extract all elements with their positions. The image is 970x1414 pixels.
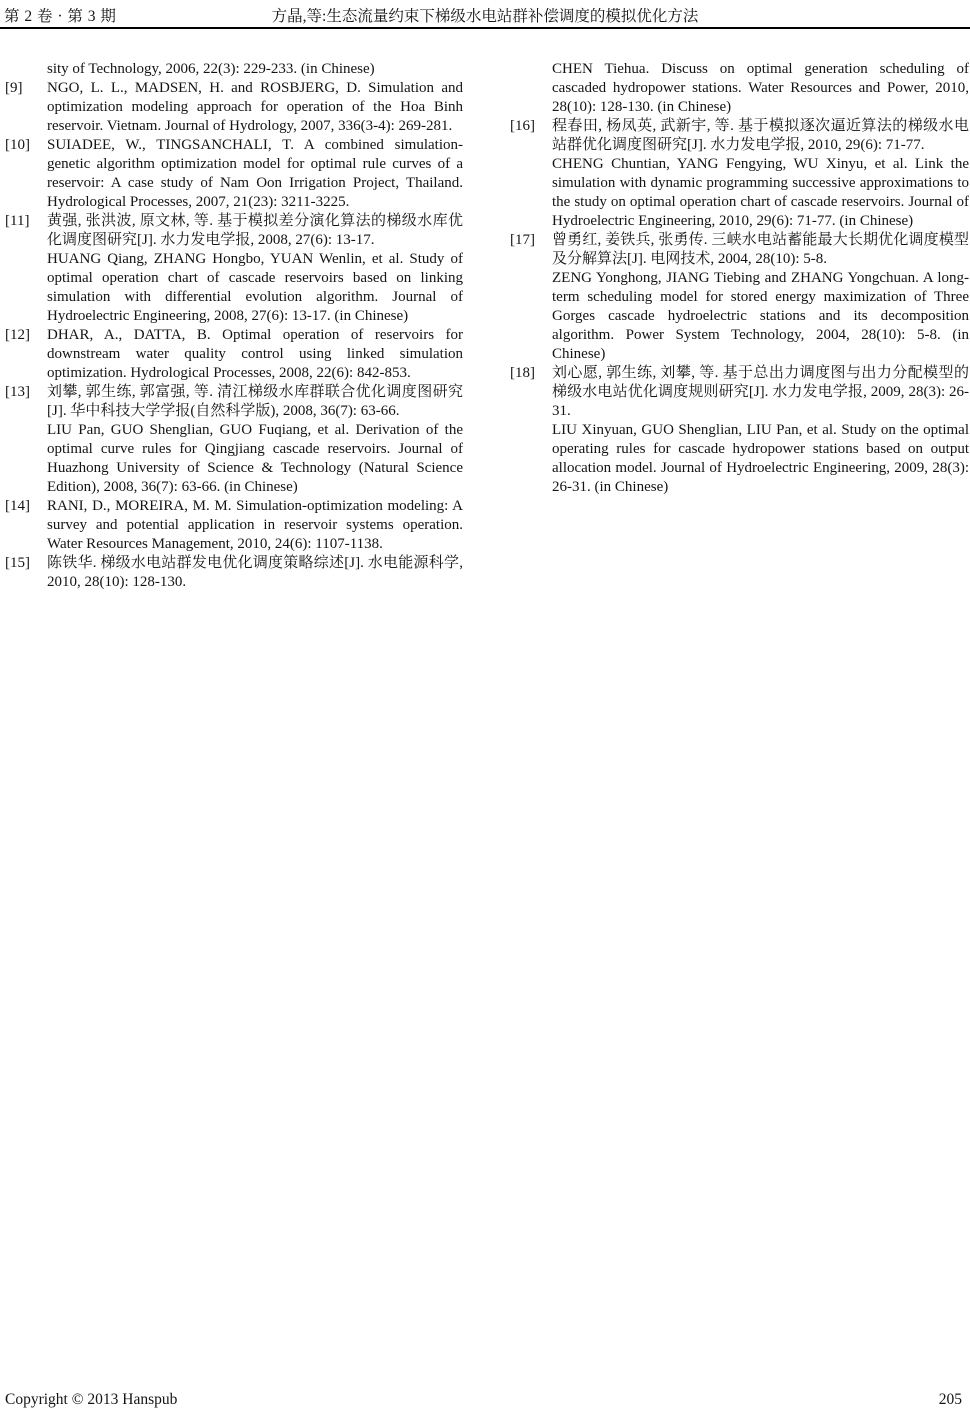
reference-item-15-continuation [510,60,969,117]
reference-item-16 [510,117,969,231]
page-footer [5,1391,962,1409]
reference-text-zh: 曾勇红, 姜铁兵, 张勇传. 三峡水电站蓄能最大长期优化调度模型及分解算法[J]. 电网技术, 2004, 28(10): 5-8. [552,232,969,267]
reference-number: [9] [5,80,23,96]
reference-text: RANI, D., MOREIRA, M. M. Simulation-optimization modeling: A survey and potential application in reservoir systems operation. Water Resources Management, 2010, 24(6): 1107-1138. [47,498,463,552]
reference-item-14 [5,497,463,554]
reference-text-zh: 刘攀, 郭生练, 郭富强, 等. 清江梯级水库群联合优化调度图研究[J]. 华中科技大学学报(自然科学版), 2008, 36(7): 63-66. [47,384,463,419]
reference-number: [14] [5,498,30,514]
reference-item-17 [510,231,969,364]
references-column-left [5,60,463,592]
reference-item-8-continuation [5,60,463,79]
references-column-right [510,60,969,592]
reference-text-en: HUANG Qiang, ZHANG Hongbo, YUAN Wenlin, et al. Study of optimal operation chart of cascade reservoirs based on linking simulation with differential evolution algorithm. Journal of Hydroelectric Engineering, 2008, 27(6): 13-17. (in Chinese) [47,251,463,324]
reference-number: [17] [510,232,535,248]
reference-text-zh: 陈铁华. 梯级水电站群发电优化调度策略综述[J]. 水电能源科学, 2010, 28(10): 128-130. [47,555,463,590]
reference-text-en: ZENG Yonghong, JIANG Tiebing and ZHANG Yongchuan. A long-term scheduling model for stored energy maximization of Three Gorges cascade hydroelectric stations and its decomposition algorithm. Power System Technology, 2004, 28(10): 5-8. (in Chinese) [552,270,969,362]
reference-text-en: LIU Pan, GUO Shenglian, GUO Fuqiang, et al. Derivation of the optimal curve rules for Qingjiang cascade reservoirs. Journal of Huazhong University of Science & Technology (Natural Science Edition), 2008, 36(7): 63-66. (in Chinese) [47,422,463,495]
reference-number: [12] [5,327,30,343]
journal-issue-label: 第 2 卷 · 第 3 期 [4,8,117,25]
copyright-text: Copyright © 2013 Hanspub [5,1391,178,1408]
reference-item-10 [5,136,463,212]
references-columns [5,60,969,592]
reference-number: [11] [5,213,30,229]
header-rule [0,27,970,29]
reference-text-zh: 黄强, 张洪波, 原文林, 等. 基于模拟差分演化算法的梯级水库优化调度图研究[J]. 水力发电学报, 2008, 27(6): 13-17. [47,213,463,248]
reference-number: [15] [5,555,30,571]
reference-number [510,60,552,117]
reference-item-18 [510,364,969,497]
reference-text-zh: 程春田, 杨凤英, 武新宇, 等. 基于模拟逐次逼近算法的梯级水电站群优化调度图研究[J]. 水力发电学报, 2010, 29(6): 71-77. [552,118,969,153]
reference-item-9 [5,79,463,136]
reference-item-11 [5,212,463,326]
reference-number: [13] [5,384,30,400]
reference-text-en: CHENG Chuntian, YANG Fengying, WU Xinyu, et al. Link the simulation with dynamic programming successive approximations to the study on optimal operation chart of cascade reservoirs. Journal of Hydroelectric Engineering, 2010, 29(6): 71-77. (in Chinese) [552,156,969,229]
reference-text: NGO, L. L., MADSEN, H. and ROSBJERG, D. Simulation and optimization modeling approach for operation of the Hoa Binh reservoir. Vietnam. Journal of Hydrology, 2007, 336(3-4): 269-281. [47,80,463,134]
reference-text-en: LIU Xinyuan, GUO Shenglian, LIU Pan, et al. Study on the optimal operating rules for cascade hydropower stations based on output allocation model. Journal of Hydroelectric Engineering, 2009, 28(3): 26-31. (in Chinese) [552,422,969,495]
reference-text-zh: 刘心愿, 郭生练, 刘攀, 等. 基于总出力调度图与出力分配模型的梯级水电站优化调度规则研究[J]. 水力发电学报, 2009, 28(3): 26-31. [552,365,969,419]
running-title: 方晶,等:生态流量约束下梯级水电站群补偿调度的模拟优化方法 [271,8,699,25]
reference-item-13 [5,383,463,497]
page-number: 205 [938,1391,962,1408]
reference-text: sity of Technology, 2006, 22(3): 229-233. (in Chinese) [47,61,375,77]
reference-item-12 [5,326,463,383]
reference-number: [10] [5,137,30,153]
reference-text: DHAR, A., DATTA, B. Optimal operation of reservoirs for downstream water quality control using linked simulation optimization. Hydrological Processes, 2008, 22(6): 842-853. [47,327,463,381]
reference-number: [16] [510,118,535,134]
reference-item-15 [5,554,463,592]
reference-number [5,60,47,79]
reference-number: [18] [510,365,535,381]
page-header [0,4,970,26]
reference-text: CHEN Tiehua. Discuss on optimal generation scheduling of cascaded hydropower stations. Water Resources and Power, 2010, 28(10): 128-130. (in Chinese) [552,61,969,115]
reference-text: SUIADEE, W., TINGSANCHALI, T. A combined simulation-genetic algorithm optimization model for optimal rule curves of a reservoir: A case study of Nam Oon Irrigation Project, Thailand. Hydrological Processes, 2007, 21(23): 3211-3225. [47,137,463,210]
